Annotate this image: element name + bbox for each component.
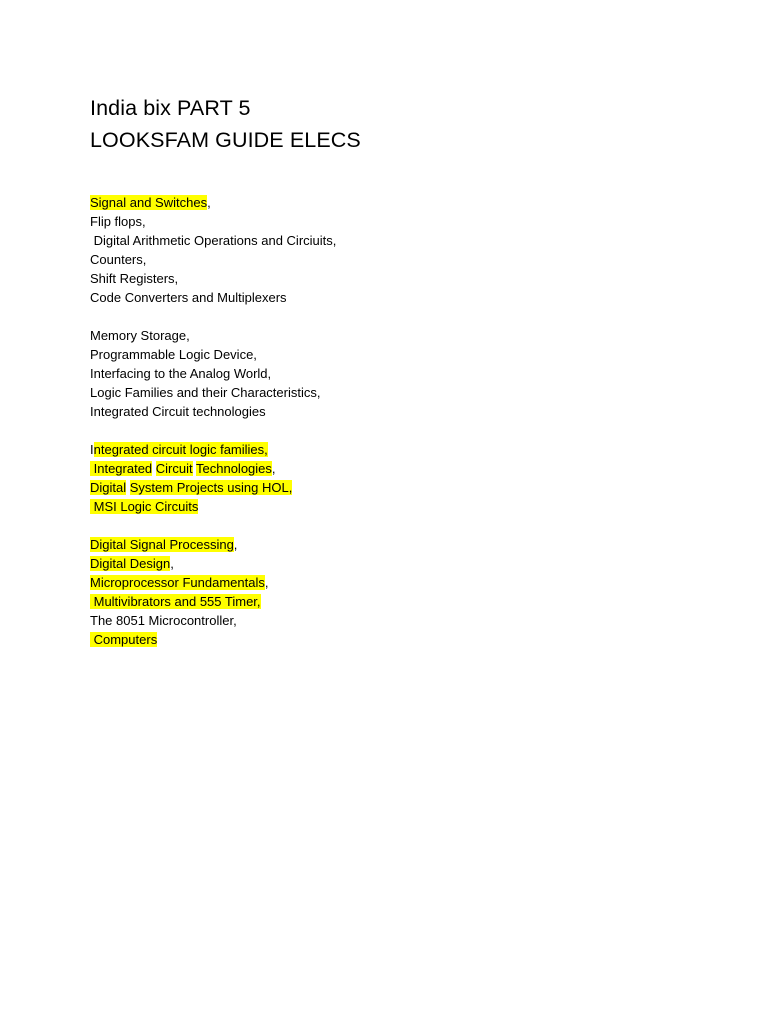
text-segment: Digital Arithmetic Operations and Circiuits, — [90, 233, 337, 248]
text-segment: Counters, — [90, 252, 147, 267]
text-segment: Integrated Circuit technologies — [90, 404, 266, 419]
text-segment: Flip flops, — [90, 214, 146, 229]
highlighted-text: Digital Signal Processing — [90, 537, 234, 552]
text-segment: , — [207, 195, 211, 210]
topic-line — [90, 193, 336, 212]
topic-group — [90, 193, 336, 307]
highlighted-text: Circuit — [155, 461, 193, 476]
highlighted-text: Signal and Switches — [90, 195, 208, 210]
topic-line — [90, 383, 336, 402]
topic-line — [90, 497, 336, 516]
topic-line — [90, 345, 336, 364]
topic-group — [90, 440, 336, 516]
text-segment: Code Converters and Multiplexers — [90, 290, 287, 305]
topic-line — [90, 554, 336, 573]
topic-line — [90, 250, 336, 269]
text-segment: , — [233, 537, 238, 552]
topic-line — [90, 535, 336, 554]
highlighted-text: Digital — [90, 480, 127, 495]
topic-line — [90, 440, 336, 459]
text-segment: , — [170, 556, 174, 571]
topic-line — [90, 326, 336, 345]
topic-list — [90, 193, 336, 668]
highlighted-text: MSI Logic Circuits — [90, 499, 199, 514]
topic-line — [90, 592, 336, 611]
topic-line — [90, 459, 336, 478]
topic-line — [90, 478, 336, 497]
highlighted-text: Multivibrators and 555 Timer, — [90, 594, 261, 609]
topic-line — [90, 231, 336, 250]
text-segment: Programmable Logic Device, — [90, 347, 257, 362]
topic-line — [90, 288, 336, 307]
highlighted-text: Digital Design — [90, 556, 171, 571]
document-title — [90, 92, 361, 156]
topic-line — [90, 364, 336, 383]
text-segment: I — [90, 442, 94, 457]
text-segment: Memory Storage, — [90, 328, 190, 343]
highlighted-text: Technologies — [196, 461, 272, 476]
text-segment: Interfacing to the Analog World, — [90, 366, 272, 381]
topic-line — [90, 212, 336, 231]
highlighted-text: Microprocessor Fundamentals — [90, 575, 265, 590]
topic-line — [90, 573, 336, 592]
title-line-2: LOOKSFAM GUIDE ELECS — [90, 128, 361, 152]
topic-group — [90, 535, 336, 649]
highlighted-text: Computers — [90, 632, 158, 647]
highlighted-text: ntegrated circuit logic families, — [93, 442, 268, 457]
topic-line — [90, 630, 336, 649]
highlighted-text: System Projects using HOL, — [129, 480, 293, 495]
text-segment: , — [271, 461, 276, 476]
text-segment: Logic Families and their Characteristics, — [90, 385, 321, 400]
text-segment: , — [264, 575, 269, 590]
topic-group — [90, 326, 336, 421]
topic-line — [90, 402, 336, 421]
topic-line — [90, 269, 336, 288]
topic-line — [90, 611, 336, 630]
highlighted-text: Integrated — [90, 461, 153, 476]
title-line-1: India bix PART 5 — [90, 96, 251, 120]
text-segment: Shift Registers, — [90, 271, 179, 286]
text-segment: The 8051 Microcontroller, — [90, 613, 237, 628]
